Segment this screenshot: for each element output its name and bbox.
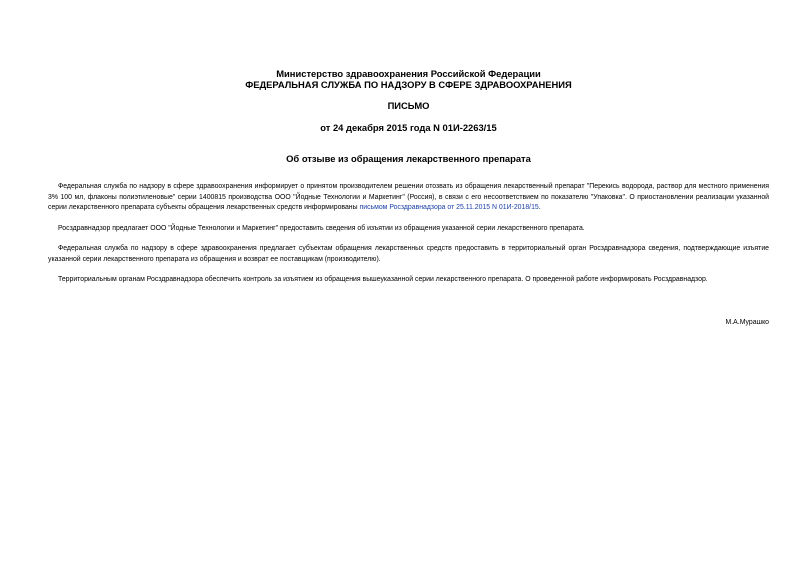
paragraph-1 — [48, 182, 769, 214]
document-subject: Об отзыве из обращения лекарственного препарата — [286, 153, 531, 164]
paragraph-1-text: Федеральная служба по надзору в сфере здравоохранения информирует о принятом производителем решении отозвать из обращения лекарственный препарат "Перекись водорода, раствор для местного применения 3% 100 мл, флаконы полиэтиленовые" серии 1400815 производства ООО "Йодные Технологии и Маркетинг" (Россия), в связи с его несоответствием по показателю "Упаковка". О приостановлении реализации указанной серии лекарственного препарата субъекты обращения лекарственных средств информированы — [48, 183, 769, 212]
document-type: ПИСЬМО — [387, 100, 430, 111]
document-date: от 24 декабря 2015 года N 01И-2263/15 — [320, 122, 497, 133]
document-page — [48, 0, 769, 571]
paragraph-4: Территориальным органам Росздравнадзора обеспечить контроль за изъятием из обращения вышеуказанной серии лекарственного препарата. О проведенной работе информировать Росздравнадзор. — [58, 276, 708, 283]
service-name: ФЕДЕРАЛЬНАЯ СЛУЖБА ПО НАДЗОРУ В СФЕРЕ ЗДРАВООХРАНЕНИЯ — [245, 79, 572, 90]
paragraph-1-end: . — [538, 204, 541, 212]
ministry-name: Министерство здравоохранения Российской Федерации — [276, 68, 541, 79]
signature: М.А.Мурашко — [725, 319, 769, 326]
paragraph-2: Росздравнадзор предлагает ООО "Йодные Технологии и Маркетинг" предоставить сведения об изъятии из обращения указанной серии лекарственного препарата. — [58, 225, 585, 232]
letter-reference-link[interactable]: письмом Росздравнадзора от 25.11.2015 N 01И-2018/15 — [359, 204, 539, 212]
paragraph-3: Федеральная служба по надзору в сфере здравоохранения предлагает субъектам обращения лекарственных средств предоставить в территориальный орган Росздравнадзора сведения, подтверждающие изъятие указанной серии лекарственного препарата из обращения и возврат ее поставщикам (производителю). — [48, 245, 769, 263]
